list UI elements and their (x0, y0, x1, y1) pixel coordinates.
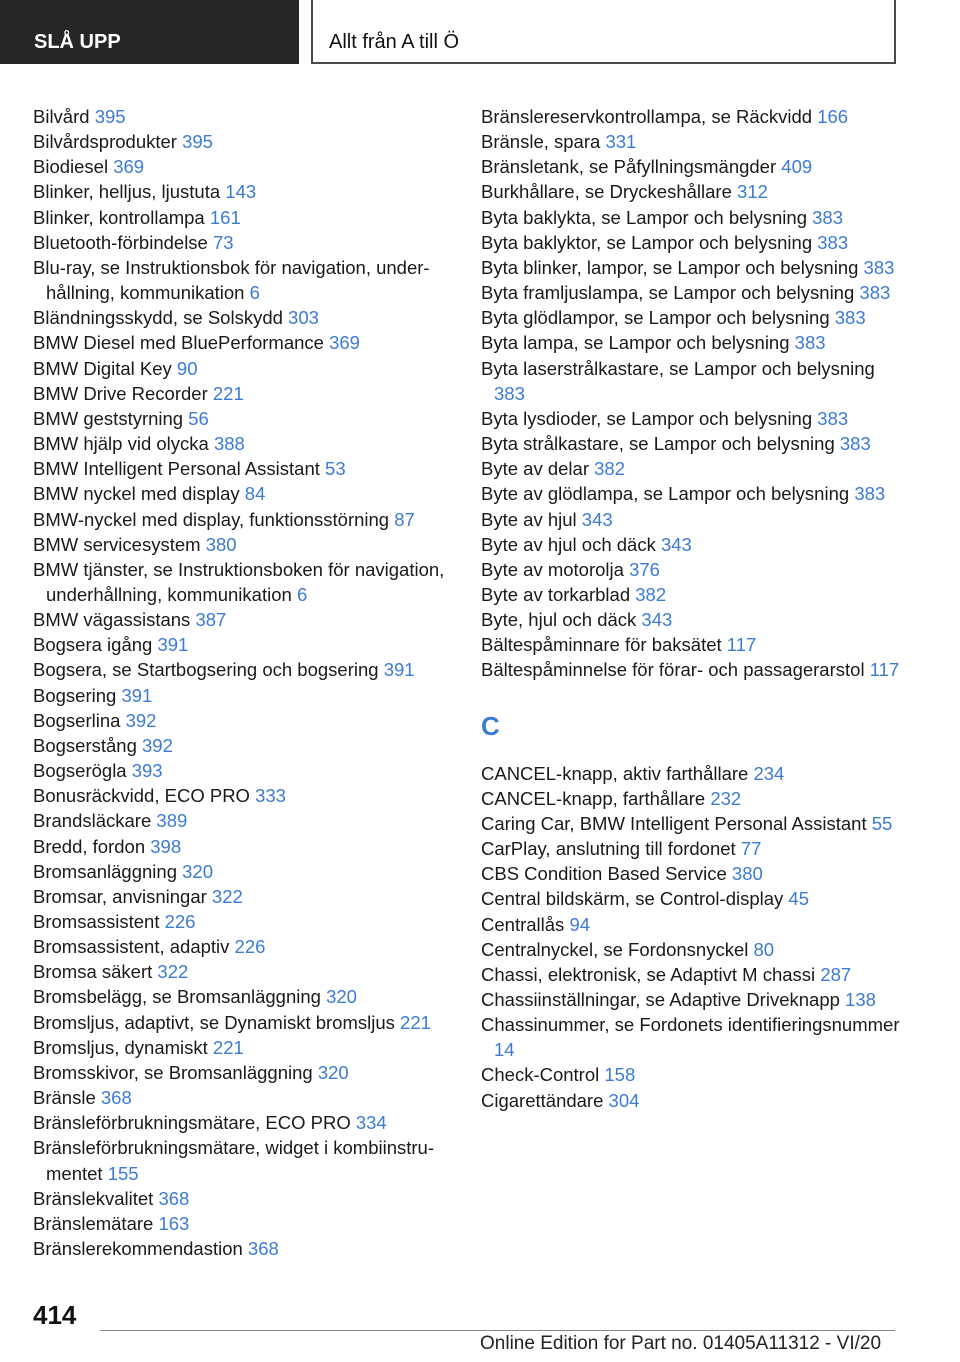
index-entry (33, 984, 453, 1009)
index-entry-text: Caring Car, BMW Intelligent Personal Assistant (481, 812, 872, 834)
page-reference-link[interactable]: 56 (188, 407, 209, 429)
index-entry (33, 1135, 453, 1185)
index-entry-text: Blinker, helljus, ljustuta (33, 181, 226, 203)
index-entry (33, 959, 453, 984)
index-entry-text: Bältespåminnelse för förar- och passagerarstol (481, 659, 870, 681)
index-entry-text: Byte av glödlampa, se Lampor och belysning (481, 483, 855, 505)
index-entry (481, 330, 901, 355)
page-reference-link[interactable]: 143 (225, 181, 257, 203)
page-reference-link[interactable]: 333 (255, 785, 286, 807)
page-reference-link[interactable]: 383 (494, 382, 525, 404)
page-reference-link[interactable]: 117 (726, 634, 757, 656)
index-entry (33, 859, 453, 884)
page-reference-link[interactable]: 94 (569, 913, 591, 935)
index-entry-text: Byta laserstrålkastare, se Lampor och belysning (481, 357, 875, 379)
index-entry (33, 1186, 453, 1211)
index-entry (481, 481, 901, 506)
page-reference-link[interactable]: 395 (94, 106, 126, 127)
index-entry (33, 1010, 453, 1035)
index-entry (33, 154, 453, 179)
index-column-right (481, 104, 901, 1113)
page-reference-link[interactable]: 391 (383, 659, 415, 681)
index-entry (33, 632, 453, 657)
index-entry (481, 1088, 901, 1113)
index-entry (33, 934, 453, 959)
chapter-tab[interactable]: Allt från A till Ö (311, 0, 896, 64)
index-entry-text: Bogserögla (33, 760, 132, 782)
page-reference-link[interactable]: 334 (355, 1112, 387, 1134)
page-reference-link[interactable]: 393 (131, 760, 163, 782)
index-entry (33, 1060, 453, 1085)
index-entry-text: Bränsleförbrukningsmätare, ECO PRO (33, 1112, 356, 1134)
page-reference-link[interactable]: 388 (213, 433, 245, 455)
page-reference-link[interactable]: 368 (100, 1087, 132, 1109)
index-entry-text: BMW vägassistans (33, 609, 196, 631)
page-reference-link[interactable]: 383 (812, 206, 843, 228)
page-reference-link[interactable]: 6 (249, 282, 260, 304)
index-entry (33, 205, 453, 230)
page-reference-link[interactable]: 73 (212, 231, 234, 253)
page-reference-link[interactable]: 395 (182, 131, 213, 153)
index-entry-text: Byte av motorolja (481, 558, 630, 580)
index-entry-text: Brandsläckare (33, 810, 157, 832)
index-entry-text: Bilvårdsprodukter (33, 131, 183, 153)
index-entry (33, 607, 453, 632)
page-reference-link[interactable]: 369 (329, 332, 360, 354)
index-entry-text: Byta blinker, lampor, se Lampor och belysning (481, 256, 864, 278)
index-entry (481, 557, 901, 582)
page-reference-link[interactable]: 322 (157, 961, 189, 983)
page-reference-link[interactable]: 226 (234, 936, 266, 958)
page-reference-link[interactable]: 138 (845, 989, 876, 1010)
index-entry-text: BMW Intelligent Personal Assistant (33, 458, 326, 480)
index-entry (33, 356, 453, 381)
index-entry (481, 607, 901, 632)
page-reference-link[interactable]: 45 (788, 888, 809, 910)
index-group-c (481, 761, 901, 1113)
index-entry-text: Bluetooth-förbindelse (33, 231, 213, 253)
page-reference-link[interactable]: 90 (176, 357, 198, 379)
footer-divider (100, 1330, 895, 1331)
page-reference-link[interactable]: 221 (212, 1036, 244, 1058)
section-letter-heading: C (481, 710, 500, 741)
page-reference-link[interactable]: 392 (142, 734, 173, 756)
index-entry (481, 582, 901, 607)
index-entry (33, 431, 453, 456)
index-entry-text: Chassinummer, se Fordonets identifieringsnummer (481, 1014, 900, 1036)
index-entry-text: Byta baklyktor, se Lampor och belysning (481, 231, 818, 253)
index-entry-text: Byte av delar (481, 458, 595, 480)
index-entry (33, 708, 453, 733)
page-reference-link[interactable]: 392 (125, 709, 157, 731)
index-entry-text: Bogsera igång (33, 634, 158, 656)
index-entry (481, 786, 901, 811)
section-tab[interactable]: SLÅ UPP (0, 0, 299, 64)
index-entry-text: Byta glödlampor, se Lampor och belysning (481, 307, 835, 329)
index-entry (33, 1236, 453, 1261)
page-reference-link[interactable]: 331 (605, 131, 637, 153)
index-entry (481, 657, 901, 682)
index-entry-text: Bogsera, se Startbogsering och bogsering (33, 659, 384, 681)
index-entry (481, 507, 901, 532)
index-entry-text: Bromsar, anvisningar (33, 885, 212, 907)
page-reference-link[interactable]: 234 (753, 762, 785, 784)
index-entry-text: Bromsljus, dynamiskt (33, 1036, 213, 1058)
index-entry (33, 507, 453, 532)
page-reference-link[interactable]: 383 (817, 407, 849, 429)
index-entry (481, 912, 901, 937)
page-reference-link[interactable]: 287 (820, 963, 852, 985)
index-entry-text: Chassiinställningar, se Adaptive Driveknapp (481, 989, 846, 1010)
index-group-b (481, 104, 901, 683)
index-entry-text: BMW Digital Key (33, 357, 177, 379)
index-entry (33, 1035, 453, 1060)
index-entry-text: Byta lysdioder, se Lampor och belysning (481, 407, 818, 429)
index-entry-text: Bränsle, spara (481, 131, 606, 153)
index-entry-text: CarPlay, anslutning till fordonet (481, 838, 741, 860)
index-entry (481, 1062, 901, 1087)
page-reference-link[interactable]: 382 (594, 458, 625, 480)
page-reference-link[interactable]: 87 (394, 508, 415, 530)
page-reference-link[interactable]: 117 (869, 659, 900, 681)
page-reference-link[interactable]: 6 (296, 583, 308, 605)
index-entry-text: Bränslemätare (33, 1212, 159, 1234)
index-entry (33, 406, 453, 431)
page-reference-link[interactable]: 383 (839, 433, 871, 455)
index-entry (33, 1110, 453, 1135)
page-reference-link[interactable]: 389 (156, 810, 188, 832)
page-reference-link[interactable]: 320 (317, 1061, 349, 1083)
index-entry-text: Byta framljuslampa, se Lampor och belysning (481, 282, 860, 304)
index-entry (33, 909, 453, 934)
page-reference-link[interactable]: 232 (710, 787, 742, 809)
index-entry-text: Byte av hjul och däck (481, 533, 661, 555)
index-entry-text: Bränslerekommendastion (33, 1238, 248, 1260)
index-entry (481, 761, 901, 786)
section-spacer (481, 683, 901, 697)
index-entry (33, 884, 453, 909)
page-reference-link[interactable]: 80 (753, 938, 775, 960)
index-entry (481, 987, 901, 1012)
page-reference-link[interactable]: 343 (641, 609, 673, 631)
page-reference-link[interactable]: 161 (209, 206, 241, 228)
page-reference-link[interactable]: 383 (859, 282, 891, 304)
index-entry-text: Bromsljus, adaptivt, se Dynamiskt bromsljus (33, 1011, 401, 1033)
index-entry-text: Cigarettändare (481, 1089, 609, 1111)
index-entry-text: Bromsskivor, se Bromsanläggning (33, 1061, 318, 1083)
index-entry-text: Blinker, kontrollampa (33, 206, 210, 228)
index-entry-text: Biodiesel (33, 156, 114, 178)
page-reference-link[interactable]: 383 (834, 307, 866, 329)
index-entry (481, 205, 901, 230)
index-entry-text: Byta lampa, se Lampor och belysning (481, 332, 795, 354)
page-reference-link[interactable]: 383 (817, 231, 849, 253)
page-reference-link[interactable]: 380 (731, 863, 763, 885)
index-entry (33, 733, 453, 758)
page-reference-link[interactable]: 376 (629, 558, 660, 580)
index-entry (481, 129, 901, 154)
page-reference-link[interactable]: 84 (244, 483, 266, 505)
page-reference-link[interactable]: 387 (195, 609, 227, 631)
page-reference-link[interactable]: 343 (581, 508, 613, 530)
index-entry (33, 758, 453, 783)
index-entry (33, 330, 453, 355)
page-reference-link[interactable]: 14 (494, 1039, 515, 1061)
page-reference-link[interactable]: 55 (871, 812, 893, 834)
index-entry-text: Bränsle (33, 1087, 101, 1109)
index-entry-text: Bromsa säkert (33, 961, 158, 983)
page-reference-link[interactable]: 368 (247, 1238, 279, 1260)
page-reference-link[interactable]: 320 (182, 860, 213, 882)
page-reference-link[interactable]: 368 (158, 1187, 190, 1209)
index-entry (33, 255, 453, 305)
index-entry-text: Bländningsskydd, se Solskydd (33, 307, 289, 329)
index-entry (33, 1211, 453, 1236)
index-entry (33, 481, 453, 506)
index-entry-text: Bogsering (33, 684, 122, 706)
index-entry-text: Bromsassistent (33, 911, 165, 932)
index-entry-text: BMW servicesystem (33, 533, 206, 555)
index-entry (481, 632, 901, 657)
index-entry (33, 532, 453, 557)
index-entry (33, 179, 453, 204)
index-entry-text: Byte, hjul och däck (481, 609, 642, 631)
index-entry (481, 886, 901, 911)
index-entry-text: Bränslereservkontrollampa, se Räckvidd (481, 106, 818, 127)
index-entry (33, 305, 453, 330)
index-entry-text: Burkhållare, se Dryckeshållare (481, 181, 738, 203)
index-entry (481, 305, 901, 330)
index-entry (481, 456, 901, 481)
footer-edition-text: Online Edition for Part no. 01405A11312 - VI/20 (480, 1333, 882, 1354)
index-entry (33, 104, 453, 129)
index-entry-text: BMW geststyrning (33, 407, 189, 429)
index-entry-text: Blu-ray, se Instruktionsbok för navigation, underhållning, kommunikation (33, 256, 430, 304)
index-entry-text: CBS Condition Based Service (481, 863, 732, 885)
page-reference-link[interactable]: 398 (150, 835, 182, 857)
page-reference-link[interactable]: 391 (157, 634, 189, 656)
index-entry (33, 557, 453, 607)
index-entry (33, 1085, 453, 1110)
page-reference-link[interactable]: 369 (113, 156, 145, 178)
index-entry-text: Bogserlina (33, 709, 126, 731)
index-entry-text: Centralnyckel, se Fordonsnyckel (481, 938, 754, 960)
index-entry (481, 811, 901, 836)
index-entry-text: Bogserstång (33, 734, 143, 756)
index-entry (33, 783, 453, 808)
index-entry-text: Byta baklykta, se Lampor och belysning (481, 206, 813, 228)
page-reference-link[interactable]: 221 (400, 1011, 431, 1033)
page-reference-link[interactable]: 383 (794, 332, 826, 354)
page-reference-link[interactable]: 166 (817, 106, 849, 127)
index-entry-text: Chassi, elektronisk, se Adaptivt M chassi (481, 963, 821, 985)
page-reference-link[interactable]: 343 (660, 533, 692, 555)
index-entry (481, 280, 901, 305)
index-entry (33, 129, 453, 154)
index-entry-text: CANCEL-knapp, aktiv farthållare (481, 762, 754, 784)
index-entry-text: Bränslekvalitet (33, 1187, 159, 1209)
page-number: 414 (33, 1300, 77, 1330)
index-entry (481, 532, 901, 557)
index-entry-text: BMW-nyckel med display, funktionsstörning (33, 508, 395, 530)
page-reference-link[interactable]: 312 (737, 181, 768, 203)
page-reference-link[interactable]: 304 (608, 1089, 640, 1111)
page-reference-link[interactable]: 380 (205, 533, 237, 555)
page-reference-link[interactable]: 155 (107, 1162, 139, 1184)
page-reference-link[interactable]: 383 (863, 256, 895, 278)
index-entry (481, 861, 901, 886)
index-entry (481, 104, 901, 129)
page-reference-link[interactable]: 226 (164, 911, 196, 932)
index-entry (33, 381, 453, 406)
index-entry-text: Bredd, fordon (33, 835, 151, 857)
index-entry-text: Bilvård (33, 106, 95, 127)
index-entry (33, 834, 453, 859)
index-entry-text: BMW tjänster, se Instruktionsboken för navigation, underhållning, kommunikation (33, 558, 445, 605)
index-column-left (33, 104, 453, 1261)
index-entry (481, 230, 901, 255)
index-entry (33, 456, 453, 481)
index-entry-text: Byte av torkarblad (481, 583, 636, 605)
index-entry-text: Bonusräckvidd, ECO PRO (33, 785, 256, 807)
page-header (0, 0, 960, 64)
index-entry (33, 230, 453, 255)
index-entry-text: BMW Drive Recorder (33, 382, 213, 404)
index-entry (481, 1012, 901, 1062)
page-reference-link[interactable]: 320 (326, 986, 357, 1008)
index-entry (481, 836, 901, 861)
index-entry (481, 154, 901, 179)
index-entry (481, 431, 901, 456)
index-entry (33, 683, 453, 708)
index-entry (481, 406, 901, 431)
page-reference-link[interactable]: 391 (121, 684, 153, 706)
index-entry-text: Bränsletank, se Påfyllningsmängder (481, 156, 782, 178)
index-entry (481, 255, 901, 280)
index-entry-text: Bromsassistent, adaptiv (33, 936, 235, 958)
index-entry (33, 808, 453, 833)
index-entry-text: Central bildskärm, se Control-display (481, 888, 789, 910)
index-entry (33, 657, 453, 682)
index-entry-text: Byta strålkastare, se Lampor och belysning (481, 433, 840, 455)
index-entry-text: CANCEL-knapp, farthållare (481, 787, 711, 809)
index-entry-text: Centrallås (481, 913, 570, 935)
index-entry-text: Bränsleförbrukningsmätare, widget i kombiinstrumentet (33, 1137, 435, 1184)
page-reference-link[interactable]: 53 (325, 458, 346, 480)
page-reference-link[interactable]: 77 (740, 838, 762, 860)
index-entry (481, 937, 901, 962)
index-entry-text: BMW hjälp vid olycka (33, 433, 214, 455)
index-entry-text: Bromsanläggning (33, 860, 183, 882)
index-entry-text: Bältespåminnare för baksätet (481, 634, 727, 656)
page-reference-link[interactable]: 383 (854, 483, 886, 505)
index-entry (481, 962, 901, 987)
page-reference-link[interactable]: 221 (212, 382, 244, 404)
index-entry (481, 179, 901, 204)
index-entry (481, 356, 901, 406)
page-reference-link[interactable]: 163 (158, 1212, 190, 1234)
page-reference-link[interactable]: 158 (604, 1064, 636, 1086)
index-entry-text: Bromsbelägg, se Bromsanläggning (33, 986, 327, 1008)
page-reference-link[interactable]: 322 (211, 885, 243, 907)
index-entry-text: Byte av hjul (481, 508, 582, 530)
index-entry-text: Check-Control (481, 1064, 605, 1086)
page-reference-link[interactable]: 303 (288, 307, 319, 329)
page-reference-link[interactable]: 409 (781, 156, 813, 178)
index-entry-text: BMW nyckel med display (33, 483, 245, 505)
page-reference-link[interactable]: 382 (635, 583, 667, 605)
index-entry-text: BMW Diesel med BluePerformance (33, 332, 330, 354)
